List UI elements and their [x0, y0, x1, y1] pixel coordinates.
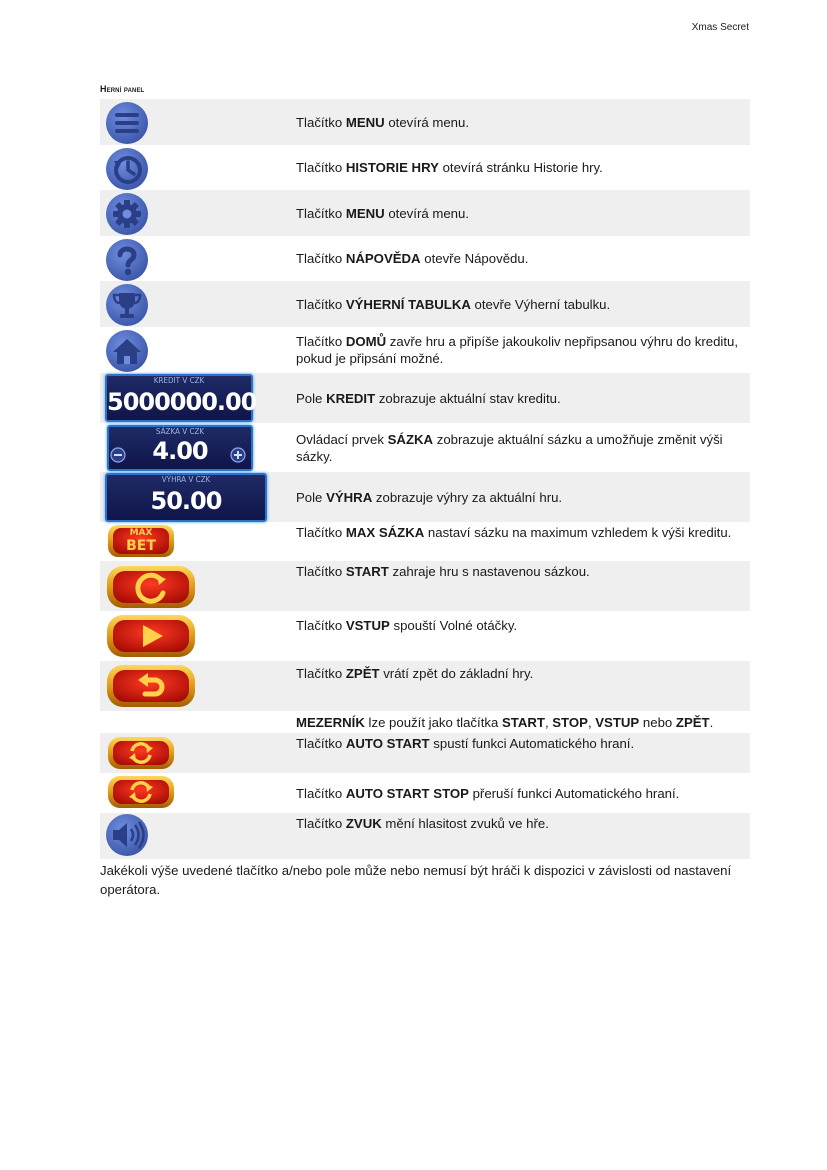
start-button[interactable] — [105, 563, 197, 611]
table-row — [100, 373, 750, 423]
gear-icon[interactable] — [105, 192, 149, 236]
table-row — [100, 281, 750, 327]
credit-value: 5000000.00 — [107, 388, 257, 416]
row-description: Tlačítko HISTORIE HRY otevírá stránku Historie hry. — [296, 160, 603, 175]
table-row — [100, 661, 750, 711]
row-description: Ovládací prvek SÁZKA zobrazuje aktuální sázku a umožňuje změnit výši sázky. — [296, 431, 723, 464]
row-description: Tlačítko ZPĚT vrátí zpět do základní hry. — [296, 666, 534, 681]
row-description: Pole KREDIT zobrazuje aktuální stav kreditu. — [296, 390, 561, 406]
win-field — [105, 473, 267, 522]
row-description: Tlačítko START zahraje hru s nastavenou sázkou. — [296, 564, 590, 579]
table-row — [100, 99, 750, 145]
home-icon[interactable] — [105, 329, 149, 373]
bet-label: SÁZKA V CZK — [155, 427, 205, 436]
availability-note: Jakékoli výše uvedené tlačítko a/nebo pole může nebo nemusí být hráči k dispozici v závislosti od nastavení operátora. — [100, 863, 732, 897]
bet-value: 4.00 — [152, 437, 208, 465]
credit-label: KREDIT V CZK — [153, 376, 205, 385]
table-row — [100, 561, 750, 611]
section-title: Herní panel — [100, 84, 145, 94]
table-row — [100, 813, 750, 859]
autoplay-button[interactable] — [106, 734, 176, 772]
row-description: Tlačítko VÝHERNÍ TABULKA otevře Výherní tabulku. — [296, 296, 611, 312]
table-row — [100, 733, 750, 773]
play-button[interactable] — [105, 612, 197, 660]
table-row — [100, 423, 750, 472]
table-row — [100, 472, 750, 522]
max-bet-line1: MAX — [129, 528, 153, 538]
back-button[interactable] — [105, 662, 197, 710]
table-row — [100, 236, 750, 281]
max-bet-line2: BET — [126, 538, 156, 554]
minus-icon[interactable] — [110, 447, 126, 463]
plus-icon[interactable] — [230, 447, 246, 463]
row-description: Tlačítko AUTO START STOP přeruší funkci Automatického hraní. — [296, 785, 680, 801]
table-row — [100, 190, 750, 236]
table-row — [100, 711, 750, 733]
help-icon[interactable] — [105, 238, 149, 282]
trophy-icon[interactable] — [105, 283, 149, 327]
autoplay-stop-button[interactable] — [106, 773, 176, 811]
row-description: Tlačítko DOMŮ zavře hru a připíše jakoukoliv nepřipsanou výhru do kreditu, pokud je připsání možné. — [296, 334, 738, 366]
row-description: Tlačítko AUTO START spustí funkci Automatického hraní. — [296, 736, 635, 751]
table-row — [100, 522, 750, 561]
row-description: Tlačítko ZVUK mění hlasitost zvuků ve hře. — [296, 816, 549, 831]
row-description: Tlačítko MENU otevírá menu. — [296, 114, 469, 130]
table-row — [100, 611, 750, 661]
table-row — [100, 773, 750, 813]
row-description: Tlačítko MENU otevírá menu. — [296, 205, 469, 221]
credit-field — [105, 374, 257, 422]
row-description: Tlačítko VSTUP spouští Volné otáčky. — [296, 618, 518, 633]
table-row — [100, 145, 750, 190]
table-row — [100, 327, 750, 373]
win-label: VÝHRA V CZK — [161, 475, 211, 484]
game-panel-table — [100, 99, 750, 859]
row-description: Tlačítko MAX SÁZKA nastaví sázku na maximum vzhledem k výši kreditu. — [296, 525, 732, 540]
row-description: MEZERNÍK lze použít jako tlačítka START, STOP, VSTUP nebo ZPĚT. — [296, 714, 714, 730]
row-description: Tlačítko NÁPOVĚDA otevře Nápovědu. — [296, 251, 529, 266]
win-value: 50.00 — [150, 487, 222, 515]
history-icon[interactable] — [105, 147, 149, 191]
menu-icon[interactable] — [105, 101, 149, 145]
document-header-title: Xmas Secret — [691, 22, 749, 33]
row-description: Pole VÝHRA zobrazuje výhry za aktuální hru. — [296, 489, 563, 505]
sound-icon[interactable] — [105, 813, 149, 857]
